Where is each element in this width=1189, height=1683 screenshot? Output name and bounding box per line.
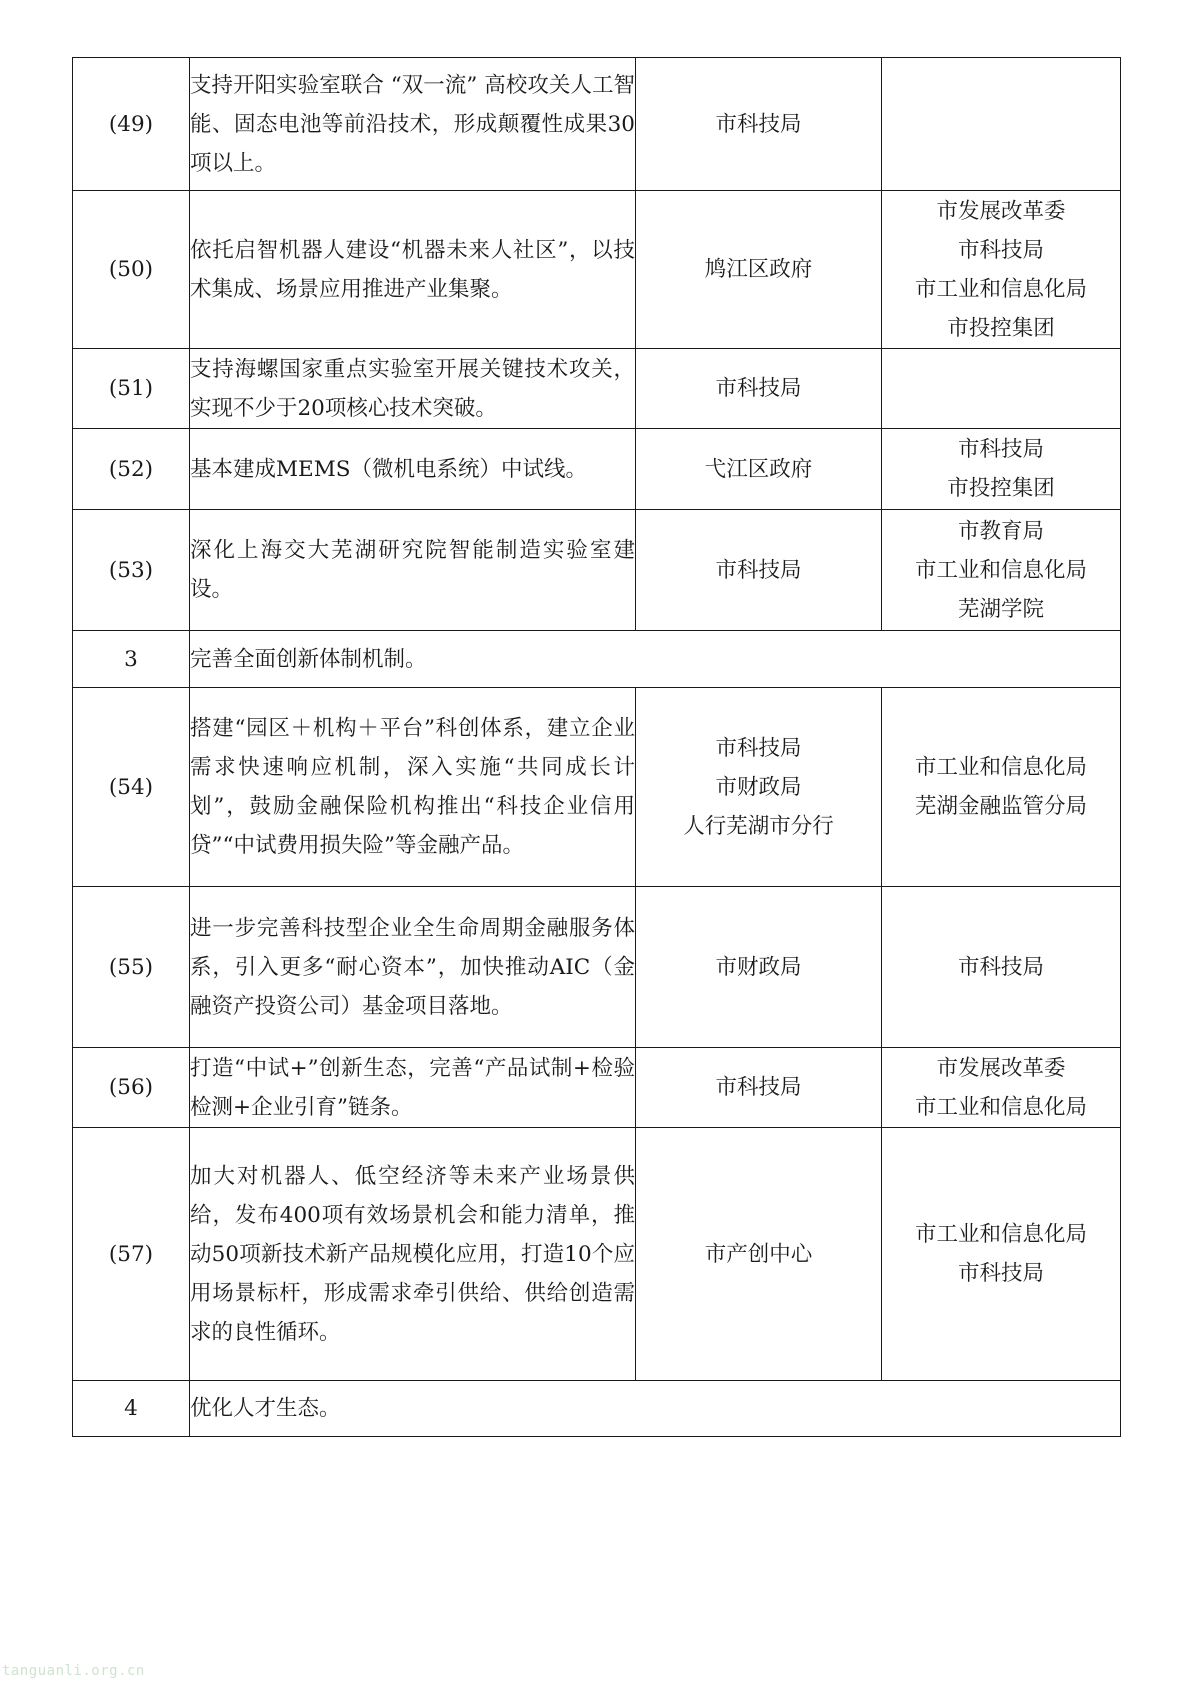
section-row: [73, 631, 1121, 688]
lead-department: [636, 1048, 882, 1128]
cooperating-departments: [882, 349, 1121, 429]
cooperating-department-name: 市投控集团: [947, 476, 1055, 501]
cooperating-departments: [882, 1048, 1121, 1128]
cooperating-departments: [882, 510, 1121, 631]
cooperating-department-name: 市投控集团: [947, 315, 1055, 341]
lead-department-name: 市科技局: [715, 111, 802, 137]
task-description: 基本建成MEMS（微机电系统）中试线。: [190, 429, 636, 510]
task-description: 进一步完善科技型企业全生命周期金融服务体系，引入更多“耐心资本”，加快推动AIC（金融资产投资公司）基金项目落地。: [190, 887, 636, 1048]
lead-department: [636, 688, 882, 887]
cooperating-department-name: 市工业和信息化局: [914, 1094, 1087, 1120]
task-description: 打造“中试+”创新生态，完善“产品试制+检验检测+企业引育”链条。: [190, 1048, 636, 1128]
cooperating-departments: [882, 887, 1121, 1048]
task-description: 深化上海交大芜湖研究院智能制造实验室建设。: [190, 510, 636, 631]
section-number: 3: [73, 631, 190, 688]
item-number: (49): [73, 58, 190, 191]
lead-department-name: 人行芜湖市分行: [683, 813, 834, 839]
item-number: (50): [73, 191, 190, 349]
lead-department: [636, 191, 882, 349]
item-number: (53): [73, 510, 190, 631]
task-table: [72, 57, 1121, 1437]
task-table-body: [73, 58, 1121, 1437]
lead-department-name: 市产创中心: [704, 1241, 813, 1267]
cooperating-departments: [882, 191, 1121, 349]
cooperating-department-name: 市工业和信息化局: [914, 755, 1087, 780]
cooperating-departments: [882, 1128, 1121, 1381]
item-number: (55): [73, 887, 190, 1048]
cooperating-department-name: 芜湖学院: [957, 596, 1044, 622]
cooperating-departments: [882, 429, 1121, 510]
table-row: [73, 688, 1121, 887]
table-row: [73, 191, 1121, 349]
table-row: [73, 887, 1121, 1048]
cooperating-department-name: 市科技局: [957, 954, 1044, 980]
lead-department-name: 市科技局: [715, 376, 802, 401]
lead-department: [636, 349, 882, 429]
item-number: (56): [73, 1048, 190, 1128]
item-number: (57): [73, 1128, 190, 1381]
cooperating-department-name: 芜湖金融监管分局: [914, 794, 1087, 819]
table-row: [73, 349, 1121, 429]
cooperating-department-name: 市教育局: [957, 518, 1044, 544]
table-row: [73, 1048, 1121, 1128]
task-description: 搭建“园区＋机构＋平台”科创体系，建立企业需求快速响应机制，深入实施“共同成长计划”，鼓励金融保险机构推出“科技企业信用贷”“中试费用损失险”等金融产品。: [190, 688, 636, 887]
task-description: 支持开阳实验室联合 “双一流” 高校攻关人工智能、固态电池等前沿技术，形成颠覆性成果30项以上。: [190, 58, 636, 191]
cooperating-departments: [882, 58, 1121, 191]
lead-department: [636, 58, 882, 191]
lead-department-name: 市科技局: [715, 735, 802, 761]
cooperating-department-name: 市科技局: [957, 1261, 1044, 1286]
table-row: [73, 58, 1121, 191]
lead-department: [636, 887, 882, 1048]
item-number: (54): [73, 688, 190, 887]
cooperating-department-name: 市工业和信息化局: [914, 557, 1087, 583]
section-title: 完善全面创新体制机制。: [190, 631, 1121, 688]
item-number: (51): [73, 349, 190, 429]
lead-department-name: 市科技局: [715, 1075, 802, 1100]
cooperating-department-name: 市工业和信息化局: [914, 1222, 1087, 1247]
table-row: [73, 1128, 1121, 1381]
cooperating-department-name: 市科技局: [957, 237, 1044, 263]
lead-department-name: 鸠江区政府: [704, 257, 813, 282]
cooperating-department-name: 市发展改革委: [936, 1055, 1066, 1081]
lead-department-name: 弋江区政府: [704, 456, 813, 482]
item-number: (52): [73, 429, 190, 510]
lead-department-name: 市科技局: [715, 557, 802, 583]
cooperating-departments: [882, 688, 1121, 887]
lead-department: [636, 429, 882, 510]
task-description: 依托启智机器人建设“机器未来人社区”，以技术集成、场景应用推进产业集聚。: [190, 191, 636, 349]
lead-department: [636, 1128, 882, 1381]
lead-department: [636, 510, 882, 631]
task-description: 加大对机器人、低空经济等未来产业场景供给，发布400项有效场景机会和能力清单，推动50项新技术新产品规模化应用，打造10个应用场景标杆，形成需求牵引供给、供给创造需求的良性循环。: [190, 1128, 636, 1381]
section-number: 4: [73, 1381, 190, 1437]
section-row: [73, 1381, 1121, 1437]
task-description: 支持海螺国家重点实验室开展关键技术攻关，实现不少于20项核心技术突破。: [190, 349, 636, 429]
cooperating-department-name: 市科技局: [957, 437, 1044, 462]
lead-department-name: 市财政局: [715, 954, 802, 980]
table-row: [73, 510, 1121, 631]
section-title: 优化人才生态。: [190, 1381, 1121, 1437]
cooperating-department-name: 市工业和信息化局: [914, 276, 1087, 302]
table-row: [73, 429, 1121, 510]
cooperating-department-name: 市发展改革委: [936, 198, 1066, 224]
watermark-text: tanguanli.org.cn: [2, 1663, 145, 1679]
lead-department-name: 市财政局: [715, 774, 802, 800]
